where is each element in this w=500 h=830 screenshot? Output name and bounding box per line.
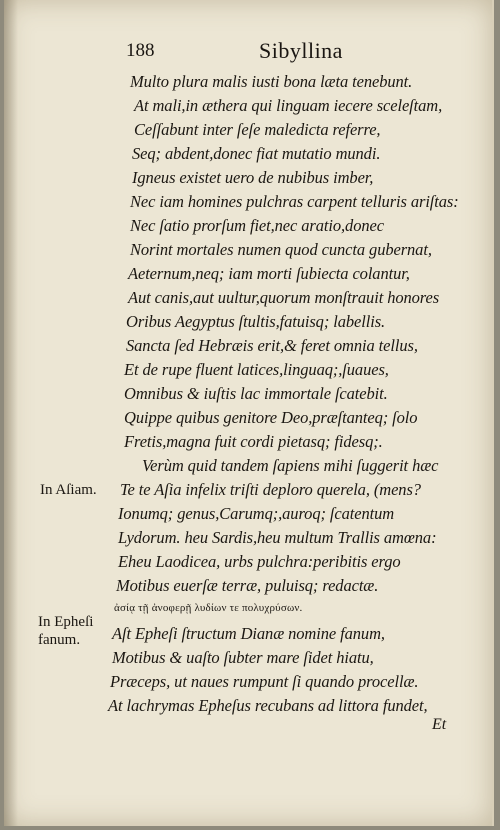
verse-line: At lachrymas Epheſus recubans ad littora fundet, (108, 696, 428, 715)
verse-line: Nec iam homines pulchras carpent telluris ariſtas: (130, 192, 459, 211)
verse-line: Motibus & uaſto ſubter mare ſidet hiatu, (112, 648, 374, 667)
verse-line: Quippe quibus genitore Deo,præſtanteq; ſolo (124, 408, 418, 427)
verse-line: Aut canis,aut uultur,quorum monſtrauit honores (128, 288, 440, 307)
page-number: 188 (126, 40, 155, 61)
verse-line: Seq; abdent,donec fiat mutatio mundi. (132, 144, 381, 163)
margin-note-asia: In Aſiam. (40, 482, 97, 498)
verse-line: At mali,in æthera qui linguam iecere sceleſtam, (134, 96, 443, 115)
verse-line: Ceſſabunt inter ſeſe maledicta referre, (134, 120, 381, 139)
page-header (4, 38, 492, 64)
verse-line: Verùm quid tandem ſapiens mihi ſuggerit hæc (142, 456, 439, 475)
verse-line: Eheu Laodicea, urbs pulchra:peribitis ergo (118, 552, 401, 571)
running-title: Sibyllina (259, 38, 343, 63)
verse-line: Norint mortales numen quod cuncta gubernat, (130, 240, 432, 259)
verse-line: Ionumq; genus,Carumq;,auroq; ſcatentum (118, 504, 395, 523)
verse-line: Fretis,magna fuit cordi pietasq; fidesq;. (124, 432, 383, 451)
verse-line: Aſt Epheſi ſtructum Dianæ nomine fanum, (112, 624, 385, 643)
verse-line: Oribus Aegyptus ſtultis,fatuisq; labellis. (126, 312, 386, 331)
catchword: Et (432, 716, 447, 733)
margin-note-ephesi: In Epheſi (38, 614, 94, 630)
verse-line: Motibus euerſæ terræ, puluisq; redactæ. (116, 576, 379, 595)
page-gutter-shadow (4, 0, 18, 826)
greek-verse-line: ἀσίᾳ τῇ ἀνοφερῇ λυδίων τε πολυχρύσων. (114, 602, 303, 614)
verse-line: Lydorum. heu Sardis,heu multum Trallis amœna: (118, 528, 437, 547)
verse-line: Multo plura malis iusti bona læta tenebunt. (130, 72, 413, 91)
book-page (4, 0, 494, 826)
verse-line: Igneus existet uero de nubibus imber, (132, 168, 374, 187)
verse-line: Te te Aſia infelix triſti deploro querela, (mens? (120, 480, 421, 499)
verse-line: Sancta ſed Hebræis erit,& feret omnia tellus, (126, 336, 418, 355)
verse-line: Omnibus & iuſtis lac immortale ſcatebit. (124, 384, 388, 403)
verse-line: Aeternum,neq; iam morti ſubiecta colantur, (128, 264, 410, 283)
margin-note-fanum: fanum. (38, 632, 81, 648)
verse-line: Præceps, ut naues rumpunt ſi quando procellæ. (110, 672, 419, 691)
verse-line: Nec ſatio prorſum fiet,nec aratio,donec (130, 216, 384, 235)
verse-line: Et de rupe fluent latices,linguaq;,ſuaues, (124, 360, 389, 379)
